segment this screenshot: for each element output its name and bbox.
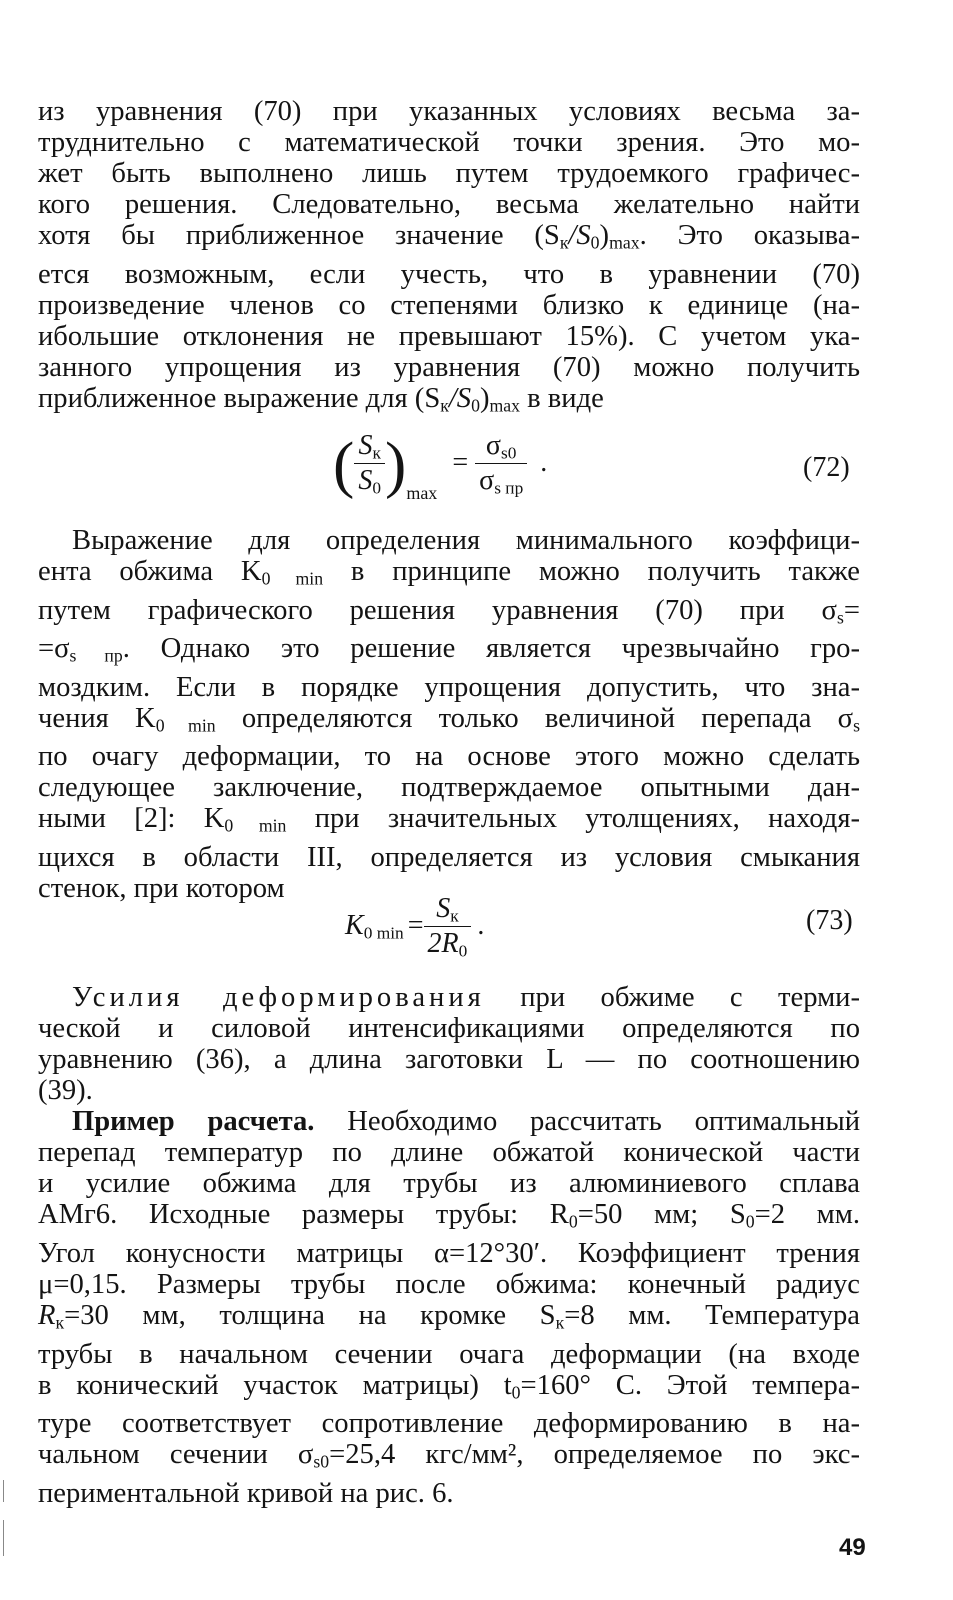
text-line: ется возможным, если учесть, что в уравнении (70) [38,258,860,290]
text-line: в конический участок матрицы) $t_0=160^\circ$ С. Этой темпера- [38,1369,860,1403]
text-line: ибольшие отклонения не превышают 15%). С учетом ука- [38,321,860,353]
close-paren: ) [385,428,407,500]
text-line: ческой и силовой интенсификациями определяются по [38,1013,860,1045]
text-line: кого решения. Следовательно, весьма желательно найти [38,189,860,221]
text-line: чения $K_{0 min}$ определяются только величиной перепада $\sigma_s$ [38,702,860,736]
text-line: стенок, при котором [38,873,285,905]
text-line: $=\sigma_{s пр}$. Однако это решение является чрезвычайно гро- [38,633,861,666]
paragraph-4 [38,1106,860,1509]
text-line: АМг6. Исходные размеры трубы: $R_0=50$ мм; $S_0=2$ мм. [38,1199,860,1232]
paragraph-1 [38,96,860,422]
text-line: приближенное выражение для $(S_к/S_0)_{max}$ в виде [38,383,604,416]
open-paren: ( [333,428,355,500]
text-line: $R_к=30$ мм, толщина на кромке $S_к=8$ мм. Температура [38,1299,860,1333]
text-line: хотя бы приближенное значение $(S_к/S_0)_{max}$. Это оказыва- [38,220,861,253]
scan-edge-mark [3,1520,4,1556]
text-line: Усилия деформирования при обжиме с терми- [72,982,861,1013]
equation-number-73: (73) [806,905,853,936]
text-line: Угол конусности матрицы α=12°30′. Коэффициент трения [38,1237,860,1269]
text-line: по очагу деформации, то на основе этого можно сделать [38,741,860,773]
text-line: моздким. Если в порядке упрощения допустить, что зна- [38,671,860,703]
equation-number-72: (72) [803,452,850,483]
fraction-sk-2r0: $\frac{S_к}{2R_0}$ [424,893,472,962]
fraction-sigma: $\frac{\sigma_{s0}}{\sigma_{s пр}}$ [475,430,527,499]
text-line: Выражение для определения минимального коэффици- [72,525,860,556]
equation-73: $K_{0 min}$ = $\frac{S_к}{2R_0}$ . [345,893,485,961]
text-line: ными [2]: $K_{0 min}$ при значительных утолщениях, находя- [38,803,860,836]
text-line: жет быть выполнено лишь путем трудоемкого графичес- [38,158,860,190]
equation-72: ( $\frac{S_к}{S_0}$ )$_{max}$ = $\frac{\sigma_{s0}}{\sigma_{s пр}}$ . [333,428,548,504]
text-line: из уравнения (70) при указанных условиях весьма за- [38,96,860,127]
text-line: занного упрощения из уравнения (70) можно получить [38,352,860,384]
page-number: 49 [839,1534,866,1561]
text-line: (39). [38,1075,93,1107]
paragraph-3 [38,982,860,1106]
text-line: произведение членов со степенями близко к единице (на- [38,289,860,321]
text-line: чальном сечении $\sigma_{s0}=25,4$ кгс/мм², определяемое по экс- [38,1439,860,1472]
fraction-sk-s0: $\frac{S_к}{S_0}$ [354,430,385,499]
text-line: труднительно с математической точки зрения. Это мо- [38,127,860,159]
text-line: туре соответствует сопротивление деформированию в на- [38,1408,860,1440]
text-line: μ=0,15. Размеры трубы после обжима: конечный радиус [38,1268,860,1300]
text-line: путем графического решения уравнения (70) при $\sigma_s=$ [38,594,860,628]
text-line: Пример расчета. Необходимо рассчитать оптимальный [72,1106,860,1137]
text-line: периментальной кривой на рис. 6. [38,1477,454,1509]
text-line: щихся в области III, определяется из условия смыкания [38,841,860,873]
text-line: перепад температур по длине обжатой конической части [38,1137,860,1169]
text-line: и усилие обжима для трубы из алюминиевого сплава [38,1168,860,1200]
scan-edge-mark [3,1480,4,1502]
text-line: следующее заключение, подтверждаемое опытными дан- [38,772,860,804]
paragraph-2 [38,525,860,904]
text-line: ента обжима $K_{0 min}$ в принципе можно получить также [38,556,860,589]
text-line: уравнению (36), а длина заготовки L — по соотношению [38,1044,860,1076]
text-line: трубы в начальном сечении очага деформации (на входе [38,1338,860,1370]
